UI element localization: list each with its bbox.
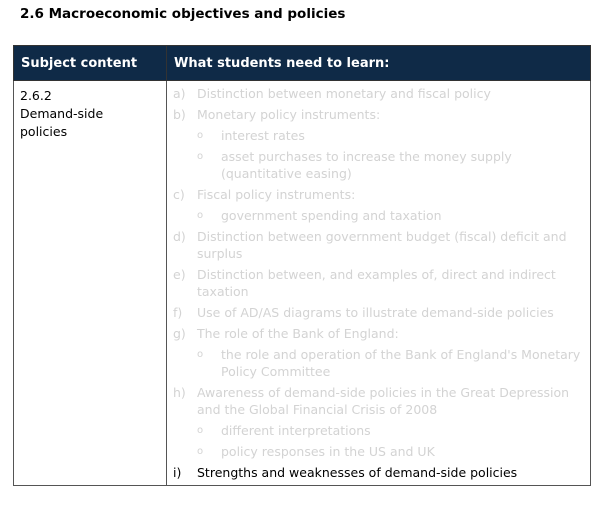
sub-item-text: the role and operation of the Bank of England's Monetary Policy Committee	[221, 347, 581, 379]
item-letter: i)	[173, 465, 182, 480]
sub-item-text: policy responses in the US and UK	[221, 444, 435, 459]
sub-list-item	[173, 207, 584, 224]
sub-list-item	[173, 127, 584, 144]
bullet-icon: o	[197, 130, 204, 141]
item-letter: e)	[173, 267, 186, 282]
sub-item-text: interest rates	[221, 128, 305, 143]
list-item	[173, 106, 584, 123]
item-letter: h)	[173, 385, 186, 400]
bullet-icon: o	[197, 210, 204, 221]
bullet-icon: o	[197, 349, 204, 360]
item-letter: b)	[173, 107, 186, 122]
item-text: Monetary policy instruments:	[197, 107, 381, 122]
subject-topic-line1: Demand-side	[20, 106, 104, 121]
list-item	[173, 228, 584, 262]
bullet-icon: o	[197, 151, 204, 162]
sub-list-item	[173, 148, 584, 182]
item-text: Distinction between monetary and fiscal policy	[197, 86, 491, 101]
item-letter: c)	[173, 187, 185, 202]
header-subject-content: Subject content	[14, 46, 167, 81]
list-item	[173, 464, 584, 481]
list-item	[173, 186, 584, 203]
table-row	[14, 81, 591, 486]
bullet-icon: o	[197, 446, 204, 457]
header-what-students-learn: What students need to learn:	[167, 46, 591, 81]
list-item	[173, 304, 584, 321]
section-title: 2.6 Macroeconomic objectives and policies	[20, 6, 346, 22]
item-text: Awareness of demand-side policies in the Great Depression and the Global Financial Crisis of 2008	[197, 385, 570, 417]
sub-list-item	[173, 422, 584, 439]
item-text: The role of the Bank of England:	[197, 326, 399, 341]
list-item	[173, 85, 584, 102]
item-letter: d)	[173, 229, 186, 244]
bullet-icon: o	[197, 425, 204, 436]
item-text: Use of AD/AS diagrams to illustrate demand-side policies	[197, 305, 554, 320]
subject-topic-line2: policies	[20, 124, 68, 139]
spec-table	[13, 45, 591, 486]
item-letter: a)	[173, 86, 186, 101]
sub-list-item	[173, 443, 584, 460]
item-letter: g)	[173, 326, 186, 341]
item-text: Distinction between government budget (fiscal) deficit and surplus	[197, 229, 567, 261]
sub-item-text: government spending and taxation	[221, 208, 442, 223]
item-text: Strengths and weaknesses of demand-side policies	[197, 465, 518, 480]
subject-code: 2.6.2	[20, 88, 52, 103]
learning-cell	[167, 81, 591, 486]
list-item	[173, 266, 584, 300]
sub-list-item	[173, 346, 584, 380]
subject-cell	[14, 81, 167, 486]
item-text: Distinction between, and examples of, direct and indirect taxation	[197, 267, 556, 299]
list-item	[173, 325, 584, 342]
sub-item-text: different interpretations	[221, 423, 371, 438]
list-item	[173, 384, 584, 418]
sub-item-text: asset purchases to increase the money supply (quantitative easing)	[221, 149, 512, 181]
item-letter: f)	[173, 305, 183, 320]
table-header-row	[14, 46, 591, 81]
item-text: Fiscal policy instruments:	[197, 187, 356, 202]
